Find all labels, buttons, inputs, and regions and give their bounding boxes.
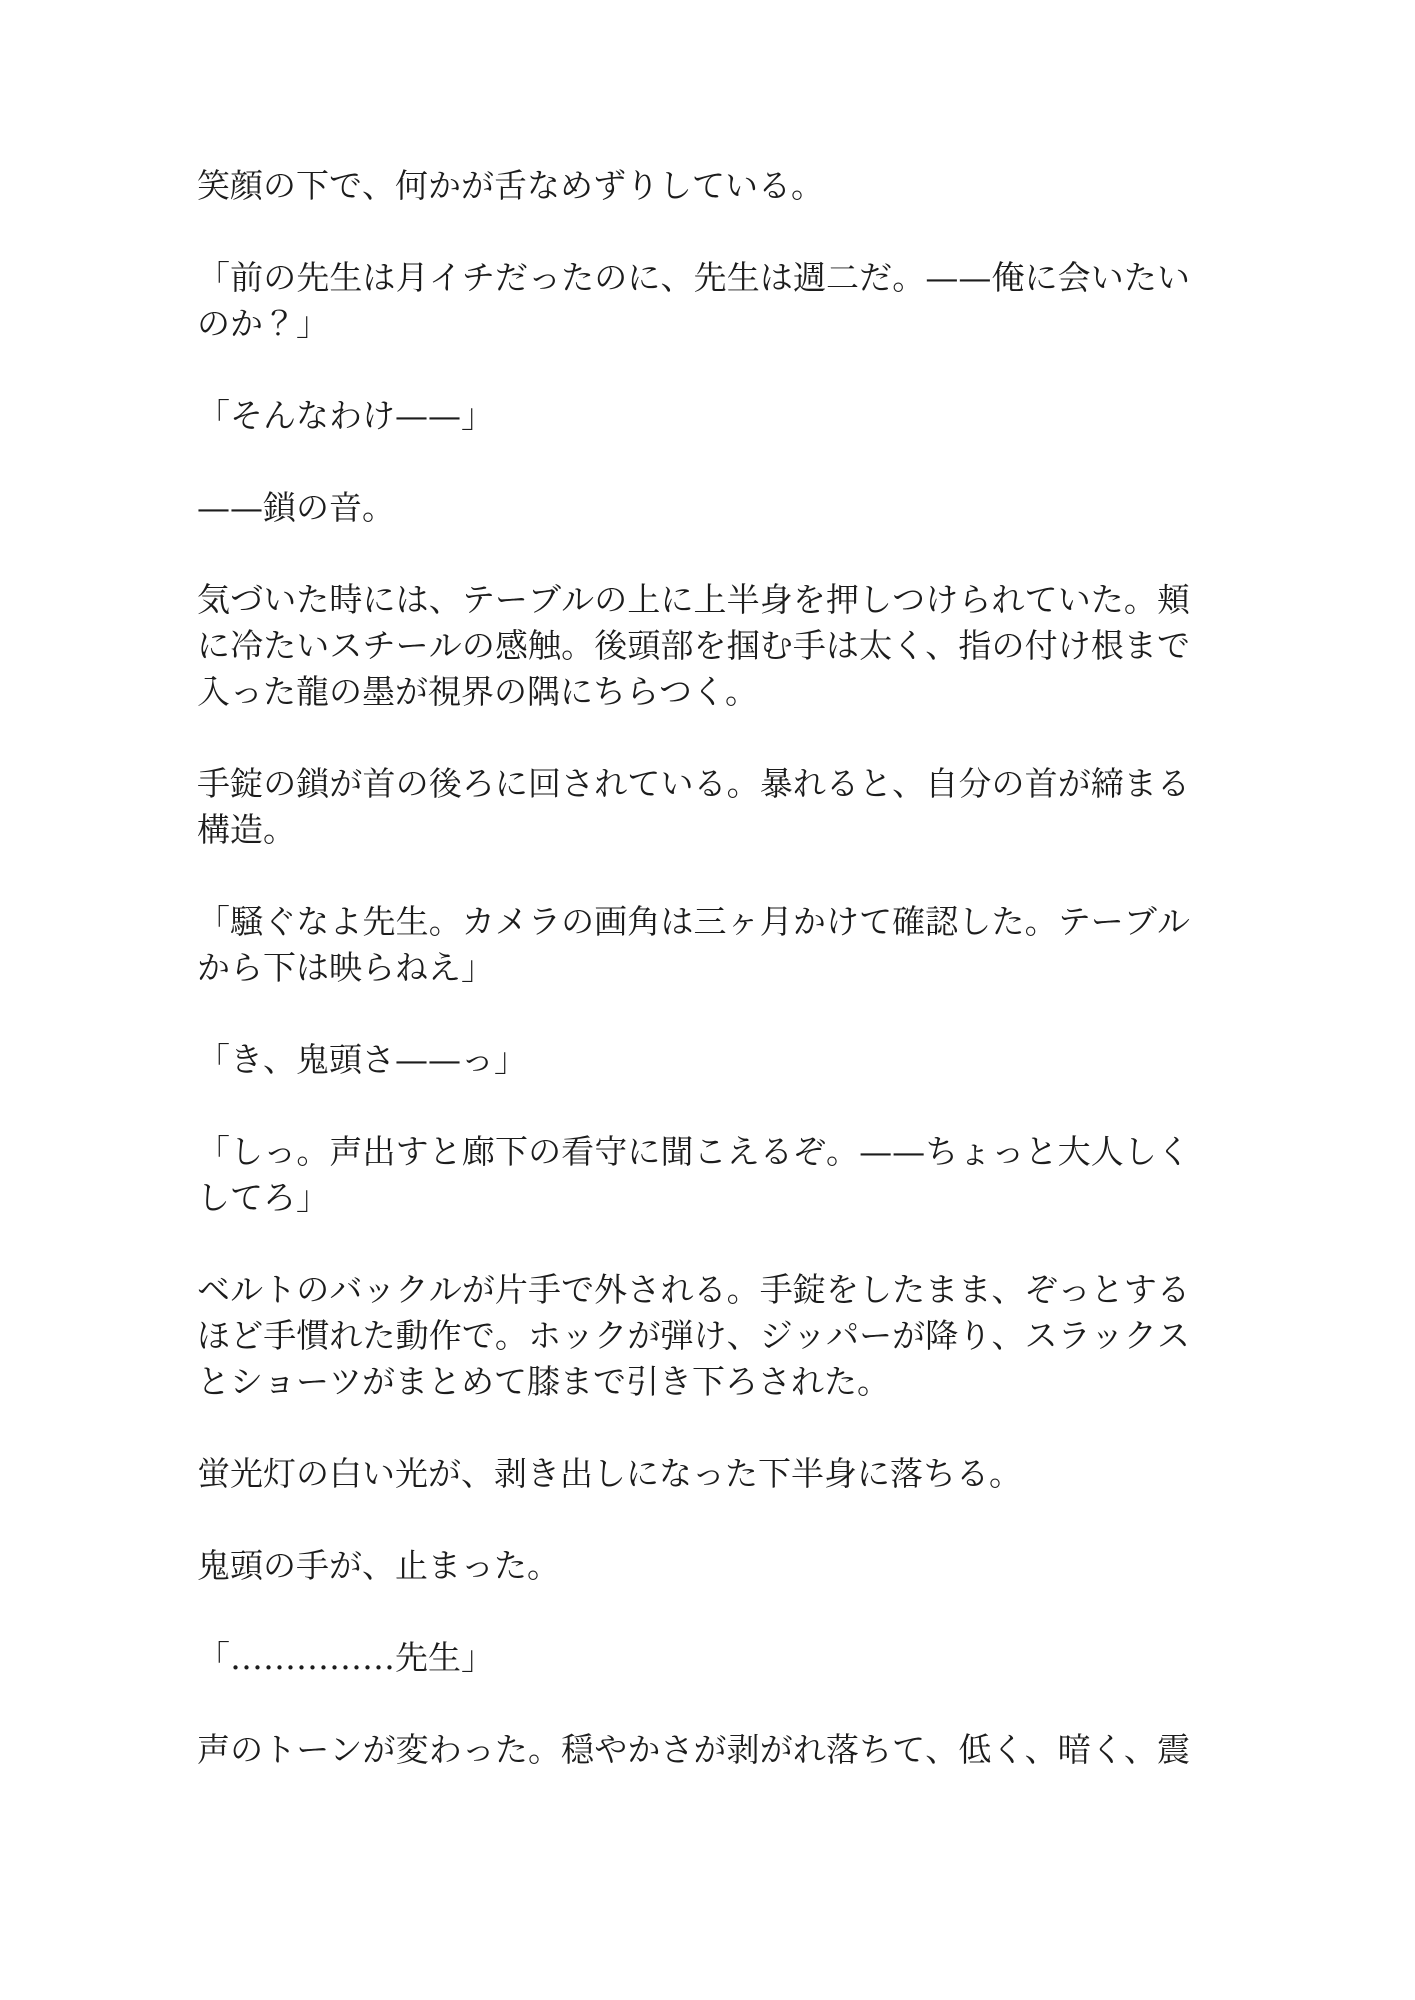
text-line: 「前の先生は月イチだったのに、先生は週二だ。——俺に会いたい <box>197 258 1190 297</box>
text-line: ほど手慣れた動作で。ホックが弾け、ジッパーが降り、スラックス <box>197 1316 1190 1355</box>
paragraph <box>197 485 1190 531</box>
text-line: 構造。 <box>197 810 296 849</box>
paragraph <box>197 577 1190 715</box>
paragraph <box>197 1451 1190 1497</box>
text-block <box>197 163 1190 1819</box>
text-line: 「騒ぐなよ先生。カメラの画角は三ヶ月かけて確認した。テーブル <box>197 902 1191 941</box>
text-line: ベルトのバックルが片手で外される。手錠をしたまま、ぞっとする <box>197 1270 1190 1309</box>
text-line: とショーツがまとめて膝まで引き下ろされた。 <box>197 1362 890 1401</box>
paragraph <box>197 255 1190 347</box>
paragraph <box>197 899 1190 991</box>
text-line: 手錠の鎖が首の後ろに回されている。暴れると、自分の首が締まる <box>197 764 1191 803</box>
paragraph <box>197 393 1190 439</box>
text-line: から下は映らねえ」 <box>197 948 494 987</box>
text-line: ——鎖の音。 <box>197 488 395 527</box>
paragraph <box>197 163 1190 209</box>
text-line: 声のトーンが変わった。穏やかさが剥がれ落ちて、低く、暗く、震 <box>197 1730 1191 1769</box>
paragraph <box>197 1267 1190 1405</box>
text-line: 入った龍の墨が視界の隅にちらつく。 <box>197 672 758 711</box>
text-line: のか？」 <box>197 304 329 343</box>
text-line: 「き、鬼頭さ——っ」 <box>197 1040 527 1079</box>
text-line: 鬼頭の手が、止まった。 <box>197 1546 560 1585</box>
text-line: に冷たいスチールの感触。後頭部を掴む手は太く、指の付け根まで <box>197 626 1191 665</box>
paragraph <box>197 1129 1190 1221</box>
text-line: してろ」 <box>197 1178 329 1217</box>
paragraph <box>197 761 1190 853</box>
text-line: 笑顔の下で、何かが舌なめずりしている。 <box>197 166 824 205</box>
text-line: 「しっ。声出すと廊下の看守に聞こえるぞ。——ちょっと大人しく <box>197 1132 1190 1171</box>
text-line: 「……………先生」 <box>197 1638 494 1677</box>
text-line: 「そんなわけ——」 <box>197 396 494 435</box>
text-line: 蛍光灯の白い光が、剥き出しになった下半身に落ちる。 <box>197 1454 1022 1493</box>
text-line: 気づいた時には、テーブルの上に上半身を押しつけられていた。頬 <box>197 580 1191 619</box>
paragraph <box>197 1037 1190 1083</box>
paragraph <box>197 1635 1190 1681</box>
paragraph <box>197 1727 1190 1773</box>
paragraph <box>197 1543 1190 1589</box>
